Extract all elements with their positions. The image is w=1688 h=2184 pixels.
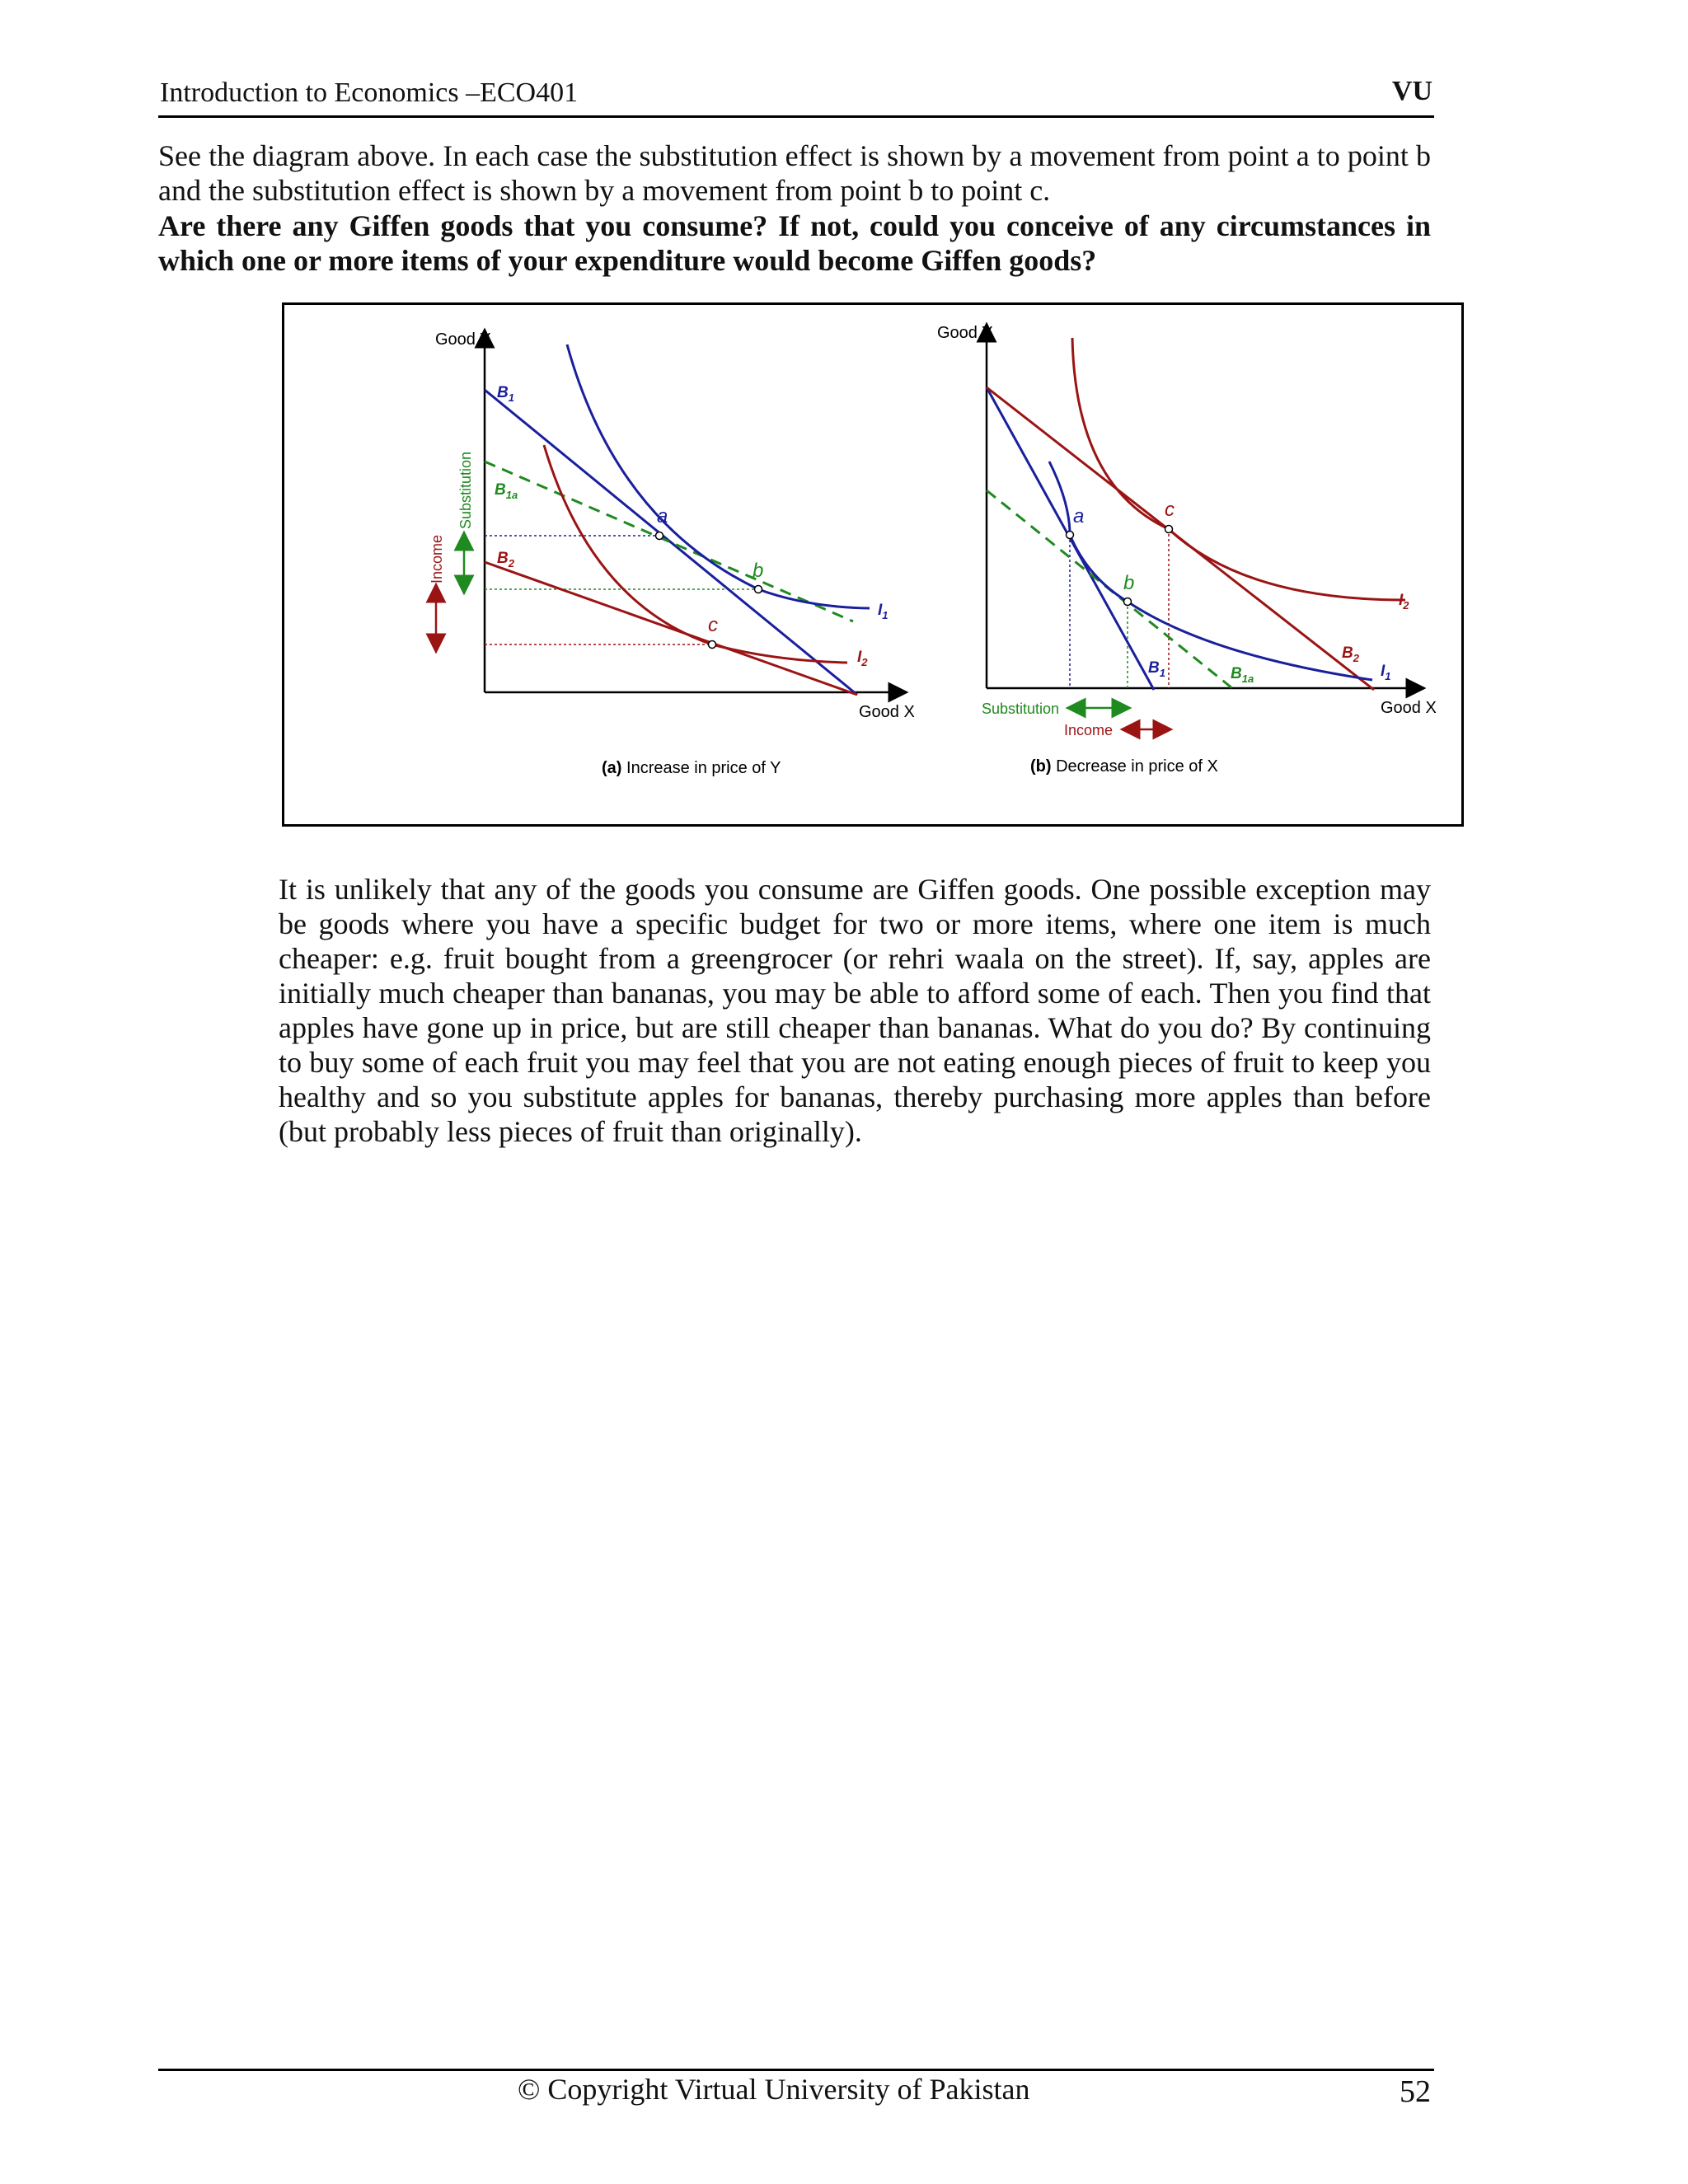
panel-a-y-axis-label: Good Y <box>435 330 491 349</box>
panel-b-label-i1: $I_1$ <box>1381 663 1391 682</box>
panel-a-label-b1: $B_1$ <box>497 384 514 404</box>
panel-a-budget-b1 <box>485 390 857 695</box>
panel-b-point-c-label: c <box>1165 499 1175 521</box>
footer-divider <box>158 2069 1434 2071</box>
panel-a-point-a <box>656 532 663 540</box>
panel-a-label-b2: $B_2$ <box>497 550 514 569</box>
panel-b-label-i2: $I_2$ <box>1399 592 1409 612</box>
panel-a-point-c-label: c <box>708 614 718 636</box>
footer-copyright: © Copyright Virtual University of Pakistan <box>518 2073 1030 2106</box>
institution-label: VU <box>1391 76 1432 106</box>
panel-b-point-b-label: b <box>1123 572 1135 594</box>
panel-b-label-b2: $B_2$ <box>1342 644 1359 664</box>
panel-a-income-label: Income <box>429 534 445 583</box>
panel-a-label-b1a: $B_{1a}$ <box>495 481 518 501</box>
panel-a-point-b-label: b <box>753 560 764 582</box>
page-header <box>158 76 1434 118</box>
answer-paragraph: It is unlikely that any of the goods you consume are Giffen goods. One possible exception may be goods where you have a specific budget for two or more items, where one item is much cheaper: e.g. fruit bought from a greengrocer (or rehri waala on the street). If, say, apples are initially much cheaper than bananas, you may be able to afford some of each. Then you find that apples have gone up in price, but are still cheaper than bananas. What do you do? By continuing to buy some of each fruit you may feel that you are not eating enough pieces of fruit to keep you healthy and so you substitute apples for bananas, thereby purchasing more apples than before (but probably less pieces of fruit than originally). <box>279 873 1431 1148</box>
panel-a-curve-i1 <box>567 344 870 608</box>
panel-a-label-i2: $I_2$ <box>857 649 868 668</box>
intro-paragraph: See the diagram above. In each case the substitution effect is shown by a movement from point a to point b and the substitution effect is shown by a movement from point b to point c. <box>158 139 1431 207</box>
course-title: Introduction to Economics –ECO401 <box>160 77 579 108</box>
panel-b-point-c <box>1165 526 1173 533</box>
panel-b-curve-i1 <box>1049 462 1372 680</box>
panel-b-y-axis-label: Good Y <box>937 324 993 342</box>
panel-b-substitution-label: Substitution <box>982 701 1060 717</box>
panel-a-x-axis-label: Good X <box>859 703 915 721</box>
panel-b-label-b1: $B_1$ <box>1148 659 1165 679</box>
panel-a-budget-b2 <box>485 562 857 695</box>
panel-b-curve-i2 <box>1072 338 1405 600</box>
panel-a-caption: (a) Increase in price of Y <box>602 759 781 777</box>
panel-a-substitution-label: Substitution <box>457 451 474 529</box>
panel-a <box>429 330 915 777</box>
panel-a-point-c <box>709 641 716 649</box>
panel-b-income-label: Income <box>1064 722 1114 738</box>
question-paragraph: Are there any Giffen goods that you consume? If not, could you conceive of any circumstances in which one or more items of your expenditure would become Giffen goods? <box>158 209 1431 277</box>
panel-a-point-a-label: a <box>657 505 668 527</box>
panel-b-caption: (b) Decrease in price of X <box>1030 757 1218 776</box>
page-number: 52 <box>1400 2074 1431 2109</box>
panel-b-point-b <box>1124 598 1132 606</box>
panel-b-x-axis-label: Good X <box>1381 699 1437 717</box>
panel-b-point-a-label: a <box>1073 505 1085 527</box>
panel-a-point-b <box>755 586 762 593</box>
panel-b <box>937 324 1437 776</box>
figure-svg <box>284 305 1461 824</box>
panel-b-label-b1a: $B_{1a}$ <box>1231 665 1254 685</box>
panel-a-budget-b1a <box>485 462 853 621</box>
panel-b-point-a <box>1067 532 1074 539</box>
giffen-figure <box>282 302 1464 827</box>
panel-a-label-i1: $I_1$ <box>878 602 889 621</box>
